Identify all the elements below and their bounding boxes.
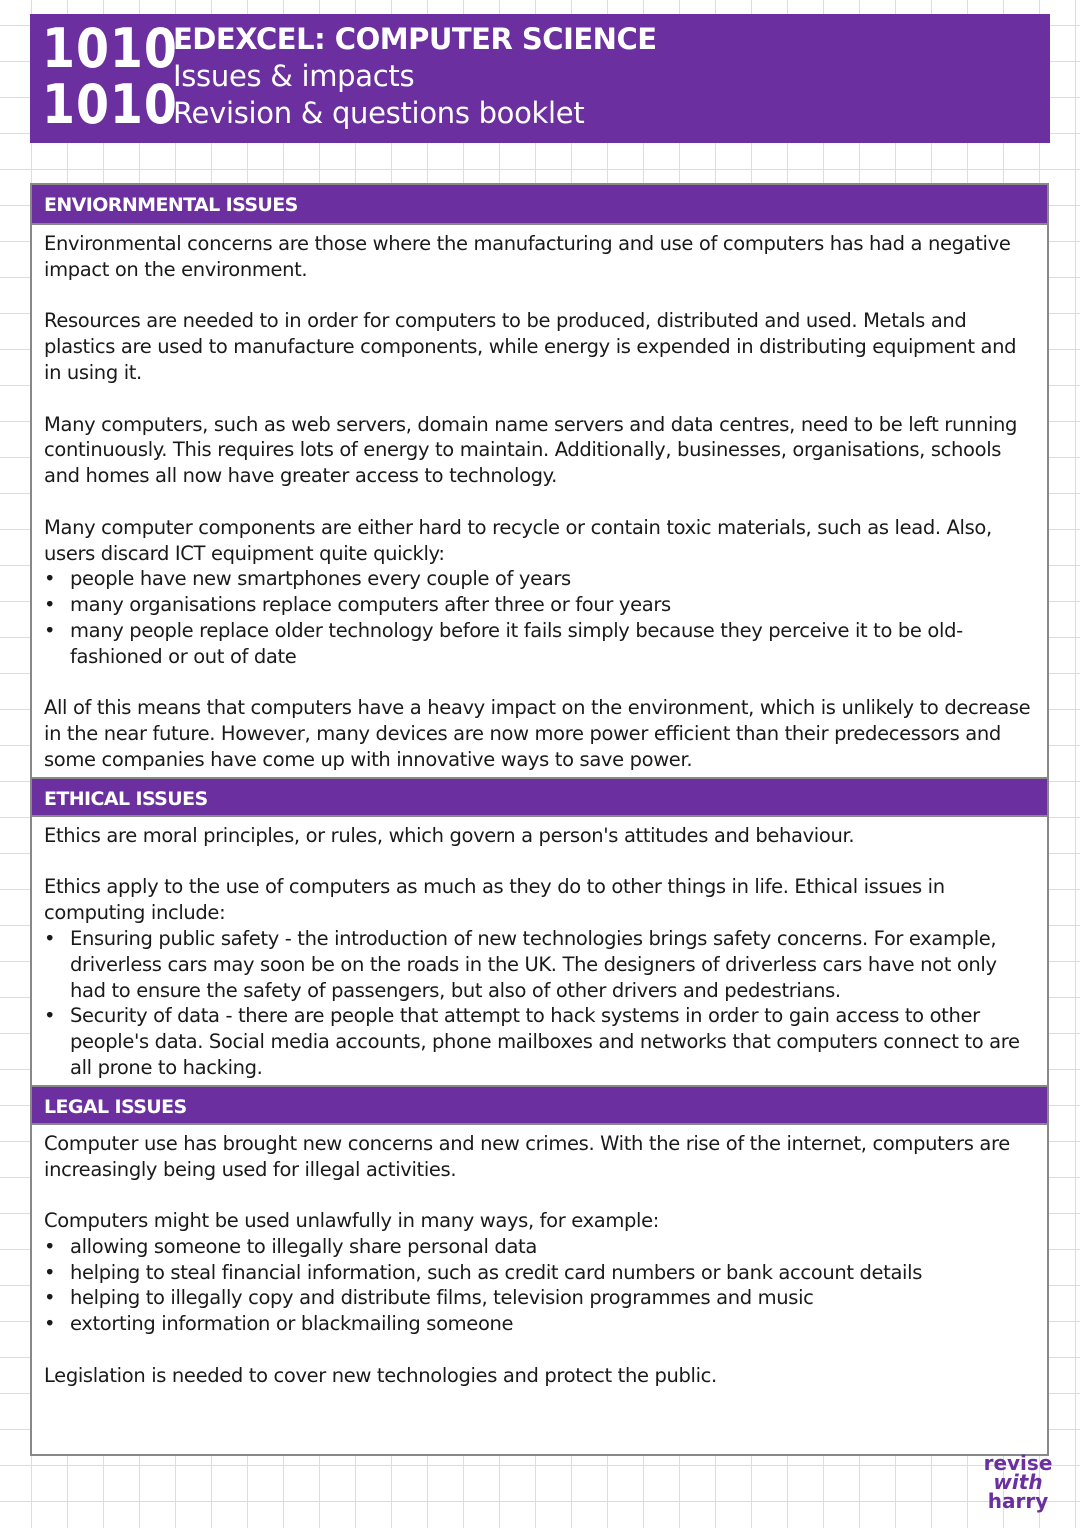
list-item: • helping to steal financial information, such as credit card numbers or bank account details [44,1260,1035,1286]
page-subtitle: Issues & impacts [173,59,415,93]
section-heading: ENVIORNMENTAL ISSUES [32,185,1047,223]
section-environmental [32,185,1047,777]
bullet-list [44,566,1035,669]
bullet-list [44,1234,1035,1337]
brand-line: with [993,1470,1043,1494]
paragraph: Computer use has brought new concerns and new crimes. With the rise of the internet, computers are increasingly being used for illegal activities. [44,1131,1010,1181]
brand-logo [983,1451,1053,1513]
paragraph: Ethics are moral principles, or rules, which govern a person's attitudes and behaviour. [44,823,855,847]
section-body [32,1123,1047,1393]
section-body [32,223,1047,777]
list-item: • many organisations replace computers after three or four years [44,592,1035,618]
section-ethical [32,777,1047,1085]
list-item: • allowing someone to illegally share personal data [44,1234,1035,1260]
page-subtitle-booklet: Revision & questions booklet [173,96,585,130]
list-item: • helping to illegally copy and distribute films, television programmes and music [44,1285,1035,1311]
list-item: • people have new smartphones every couple of years [44,566,1035,592]
paragraph: Resources are needed to in order for computers to be produced, distributed and used. Metals and plastics are used to manufacture components, while energy is expended in distributing equipment and in using it. [44,309,1017,384]
paragraph: Many computer components are either hard to recycle or contain toxic materials, such as lead. Also, users discard ICT equipment quite quickly: [44,515,992,565]
list-item: • many people replace older technology before it fails simply because they perceive it to be old-fashioned or out of date [44,618,1035,670]
bullet-list [44,926,1035,1081]
binary-logo-icon [42,17,178,136]
logo-line: 1010 [42,17,178,80]
section-body [32,815,1047,1085]
paragraph: Ethics apply to the use of computers as much as they do to other things in life. Ethical issues in computing include: [44,875,945,925]
list-item: • Ensuring public safety - the introduction of new technologies brings safety concerns. For example, driverless cars may soon be on the roads in the UK. The designers of driverless cars have not only had to ensure the safety of passengers, but also of other drivers and pedestrians. [44,926,1035,1003]
closing-paragraph: All of this means that computers have a heavy impact on the environment, which is unlikely to decrease in the near future. However, many devices are now more power efficient than their predecessors and some companies have come up with innovative ways to save power. [44,696,1031,771]
brand-line: harry [987,1489,1049,1513]
page-title: EDEXCEL: COMPUTER SCIENCE [173,22,657,56]
section-legal [32,1085,1047,1393]
paragraph: Many computers, such as web servers, domain name servers and data centres, need to be left running continuously. This requires lots of energy to maintain. Additionally, businesses, organisations, schools and homes all now have greater access to technology. [44,412,1018,488]
closing-paragraph: Legislation is needed to cover new technologies and protect the public. [44,1363,717,1387]
brand-line: revise [983,1451,1053,1475]
paragraph: Environmental concerns are those where the manufacturing and use of computers has had a negative impact on the environment. [44,232,1011,281]
section-heading: LEGAL ISSUES [32,1085,1047,1123]
logo-line: 1010 [42,73,178,136]
list-item: • extorting information or blackmailing someone [44,1311,1035,1337]
page-header [30,14,1050,143]
content-box [30,183,1049,1456]
list-item: • Security of data - there are people that attempt to hack systems in order to gain access to other people's data. Social media accounts, phone mailboxes and networks that computers connect to are all prone to hacking. [44,1003,1035,1080]
header-titles [173,20,657,132]
paragraph: Computers might be used unlawfully in many ways, for example: [44,1209,659,1233]
section-heading: ETHICAL ISSUES [32,777,1047,815]
